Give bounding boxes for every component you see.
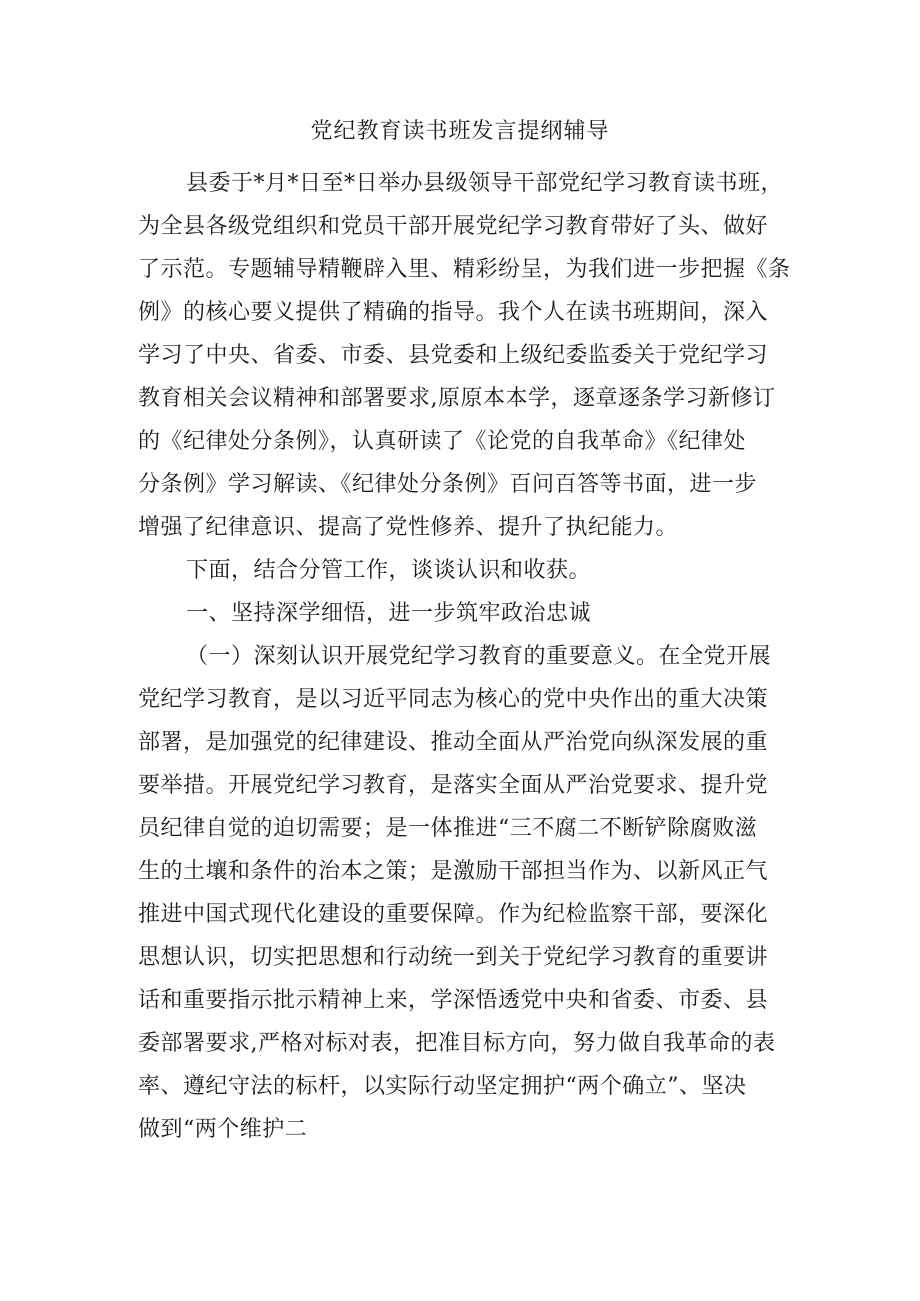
paragraph-line: 推进中国式现代化建设的重要保障。作为纪检监察干部，要深化 bbox=[138, 902, 769, 927]
paragraph-line: 员纪律自觉的迫切需要；是一体推进“三不腐二不断铲除腐败滋 bbox=[138, 816, 758, 841]
paragraph-line: 分条例》学习解读、《纪律处分条例》百问百答等书面，进一步 bbox=[138, 472, 758, 497]
document-title: 党纪教育读书班发言提纲辅导 bbox=[310, 119, 610, 144]
paragraph-line: 率、遵纪守法的标杆，以实际行动坚定拥护“两个确立”、坚决 bbox=[138, 1074, 747, 1099]
paragraph-line: 党纪学习教育，是以习近平同志为核心的党中央作出的重大决策 bbox=[138, 687, 769, 712]
paragraph-line: 要举措。开展党纪学习教育，是落实全面从严治党要求、提升党 bbox=[138, 773, 769, 798]
paragraph-line: 部署，是加强党的纪律建设、推动全面从严治党向纵深发展的重 bbox=[138, 730, 769, 755]
paragraph-line: 教育相关会议精神和部署要求,原原本本学，逐章逐条学习新修订 bbox=[138, 386, 776, 411]
paragraph-line: 增强了纪律意识、提高了党性修养、提升了执纪能力。 bbox=[138, 515, 679, 540]
paragraph-line: 做到“两个维护二 bbox=[138, 1117, 308, 1142]
paragraph-line: 的《纪律处分条例》，认真研读了《论党的自我革命》《纪律处 bbox=[138, 429, 747, 454]
paragraph-line: 县委于*月*日至*日举办县级领导干部党纪学习教育读书班， bbox=[186, 171, 784, 196]
paragraph-line: 学习了中央、省委、市委、县党委和上级纪委监委关于党纪学习 bbox=[138, 343, 769, 368]
paragraph-line: 委部署要求,严格对标对表，把准目标方向，努力做自我革命的表 bbox=[138, 1031, 776, 1056]
paragraph-line: 了示范。专题辅导精鞭辟入里、精彩纷呈，为我们进一步把握《条 bbox=[138, 257, 791, 282]
paragraph-line: （一）深刻认识开展党纪学习教育的重要意义。在全党开展 bbox=[186, 644, 772, 669]
paragraph-line: 下面，结合分管工作，谈谈认识和收获。 bbox=[186, 558, 592, 583]
paragraph-line: 话和重要指示批示精神上来，学深悟透党中央和省委、市委、县 bbox=[138, 988, 769, 1013]
paragraph-line: 思想认识，切实把思想和行动统一到关于党纪学习教育的重要讲 bbox=[138, 945, 769, 970]
paragraph-line: 生的土壤和条件的治本之策；是激励干部担当作为、以新风正气 bbox=[138, 859, 769, 884]
paragraph-line: 例》的核心要义提供了精确的指导。我个人在读书班期间，深入 bbox=[138, 300, 769, 325]
section-heading: 一、坚持深学细悟，进一步筑牢政治忠诚 bbox=[186, 601, 592, 626]
paragraph-line: 为全县各级党组织和党员干部开展党纪学习教育带好了头、做好 bbox=[138, 214, 769, 239]
